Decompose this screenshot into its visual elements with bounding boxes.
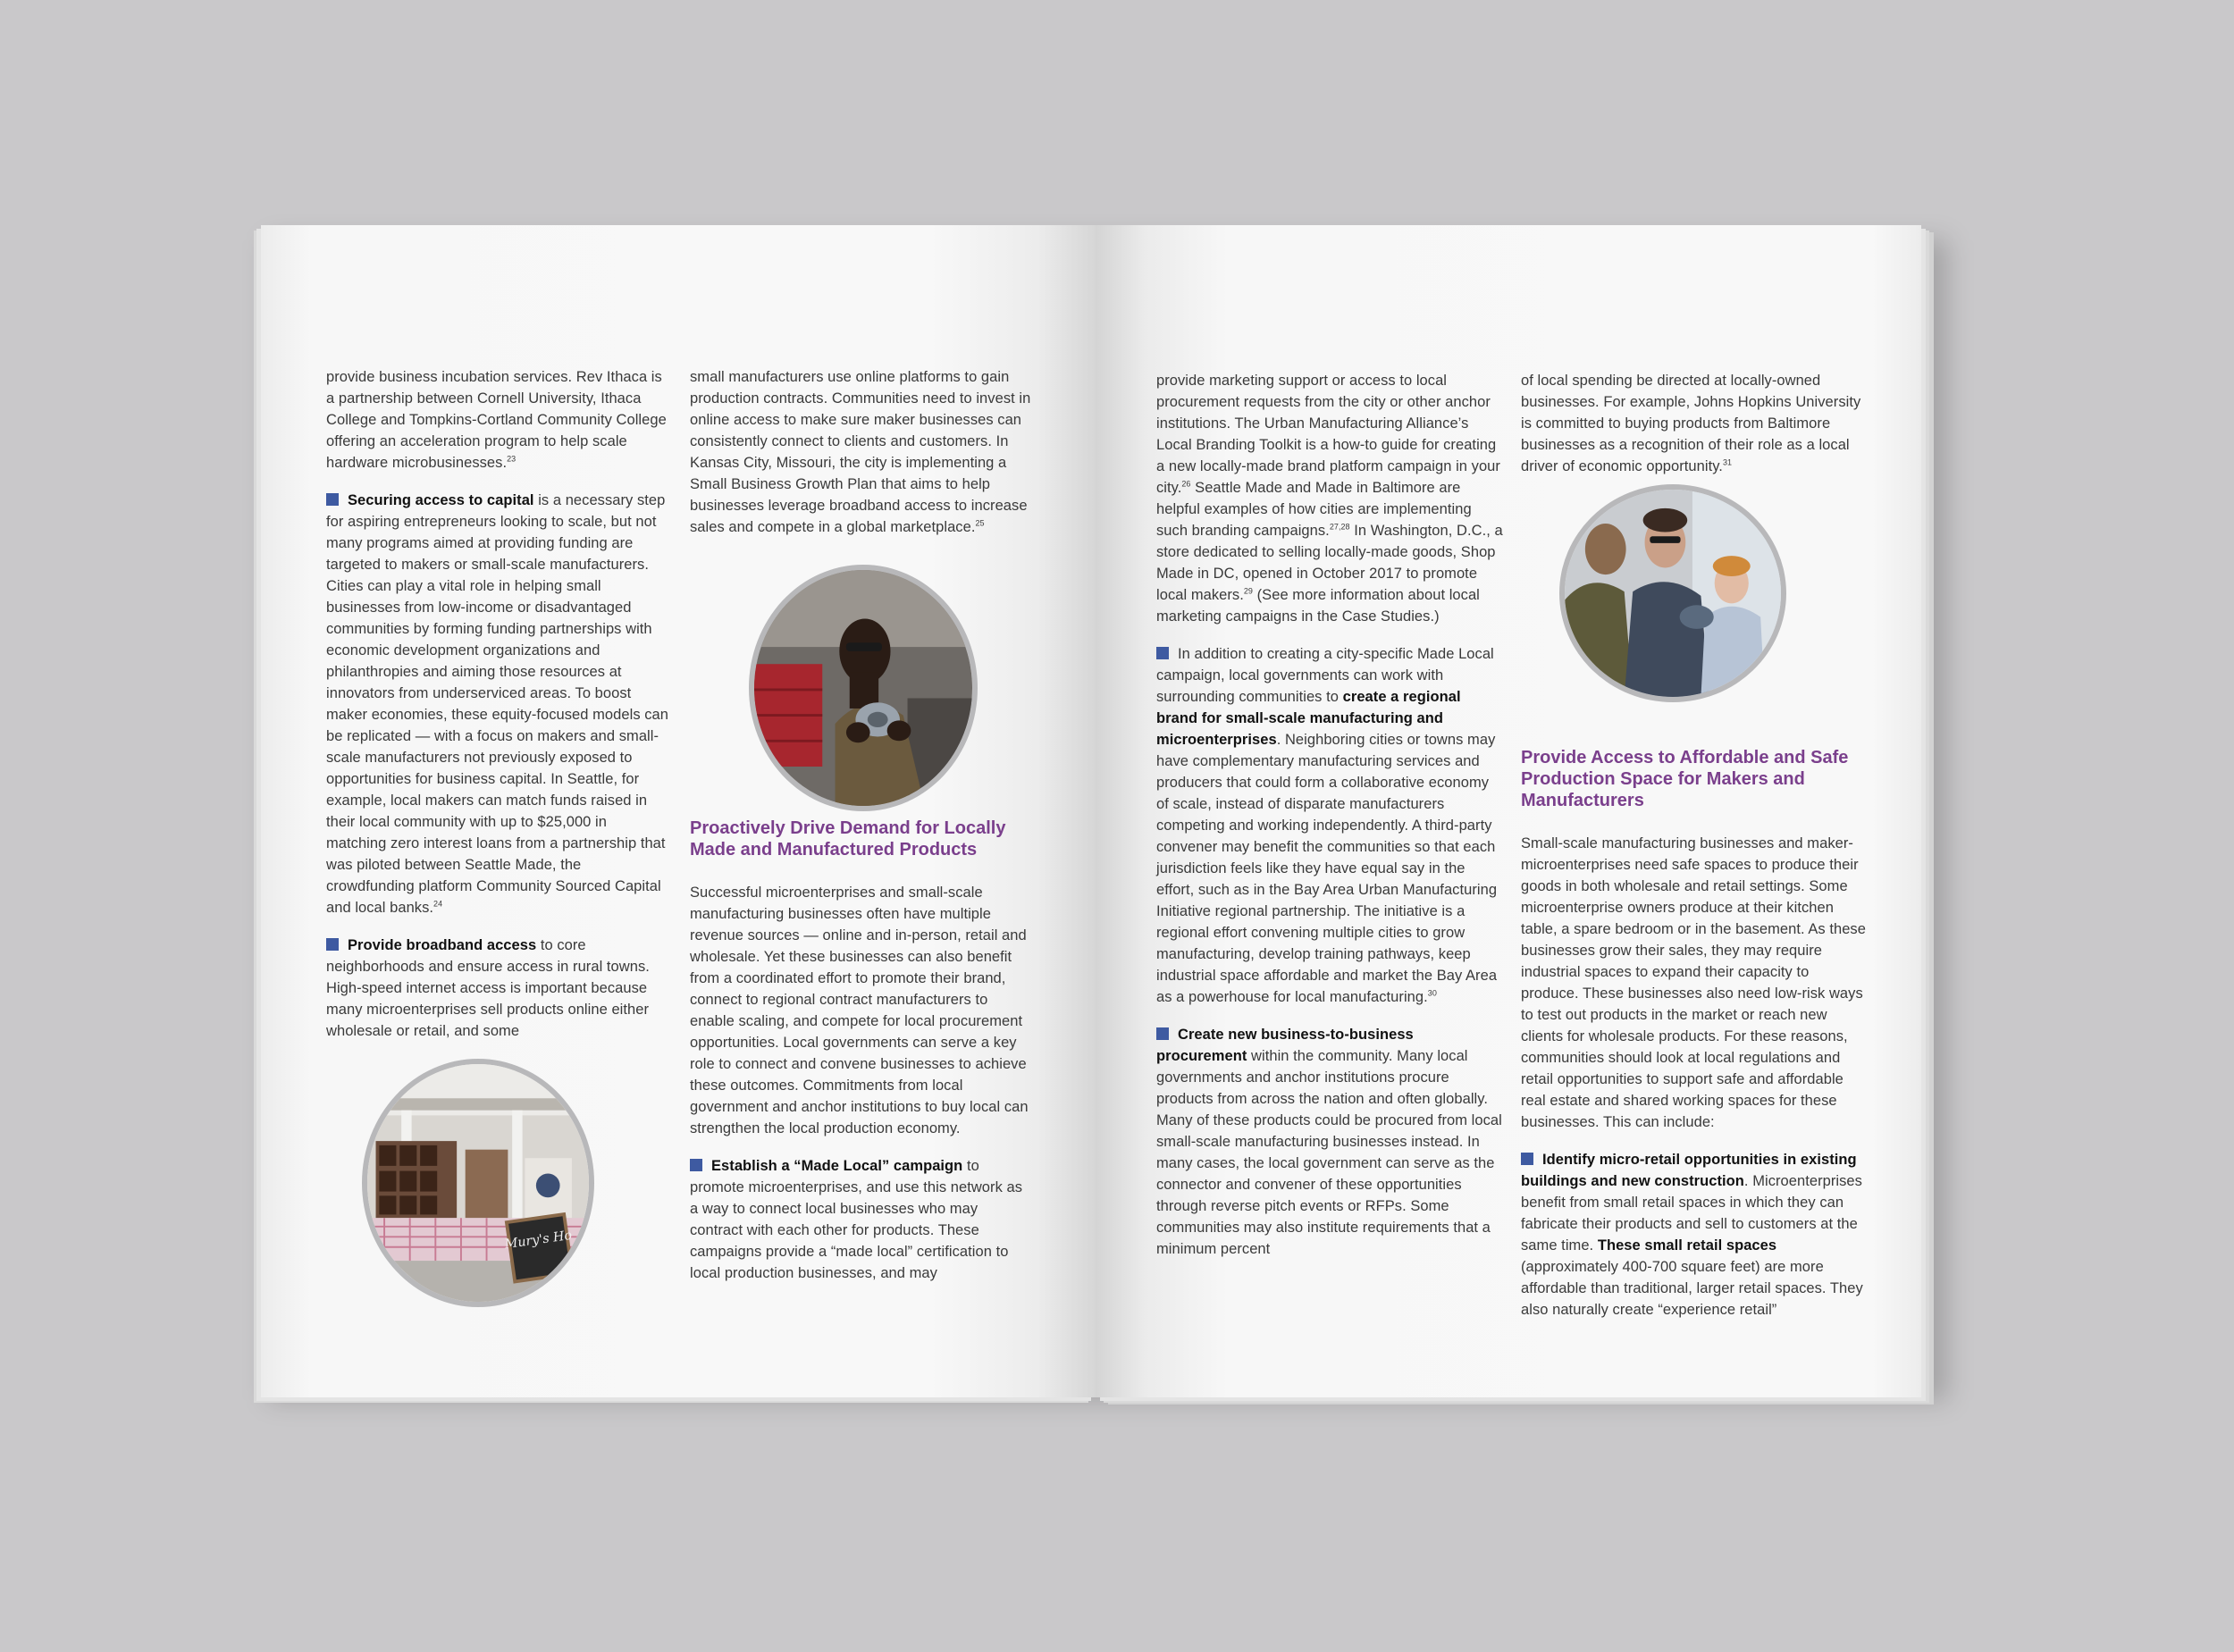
paragraph-marketing-support: provide marketing support or access to local procurement requests from the city or other anchor institutions. The Urban Manufacturing Alliance’s Local Branding Toolkit is a how-to guide for creating a new locally-made brand platform campaign in your city.$^{26}$ Seattle Made and Made in Baltimore are helpful examples of how cities are implementing such branding campaigns.$^{27,28}$ In Washington, D.C., a store dedicated to selling locally-made goods, Shop Made in DC, opened in October 2017 to promote local makers.$^{29}$ (See more information about local marketing campaigns in the Case Studies.) bbox=[1156, 373, 1503, 625]
maker-illustration bbox=[754, 570, 972, 806]
bullet-square-icon bbox=[690, 1159, 702, 1171]
paragraph-incubation: provide business incubation services. Rev Ithaca is a partnership between Cornell University, Ithaca College and Tompkins-Cortland Community College offering an acceleration program to help scale hardware microbusinesses.$^{23}$ bbox=[326, 369, 667, 471]
footnote-ref: 31 bbox=[1722, 457, 1733, 467]
bullet-square-icon bbox=[1521, 1153, 1533, 1165]
footnote-ref: 29 bbox=[1243, 586, 1253, 596]
heading-production-space: Provide Access to Affordable and Safe Production Space for Makers and Manufacturers bbox=[1521, 748, 1849, 810]
left-page bbox=[261, 225, 1096, 1397]
heading-drive-demand: Proactively Drive Demand for Locally Made and Manufactured Products bbox=[690, 818, 1006, 860]
photo-makers-group bbox=[1559, 484, 1786, 702]
paragraph-broadband: Provide broadband access to core neighborhoods and ensure access in rural towns. High-speed internet access is important because many microenterprises sell products online either wholesale or retail, and some bbox=[326, 937, 650, 1039]
makers-group-illustration bbox=[1565, 490, 1781, 697]
paragraph-capital: Securing access to capital is a necessary step for aspiring entrepreneurs looking to scale, but not many programs aimed at providing funding are targeted to makers or small-scale manufacturers. Cities can play a vital role in helping small businesses from low-income or disadvantaged communities by forming funding partnerships with economic development organizations and philanthropies and aiming those resources at innovators from underserviced areas. To boost maker economies, these equity-focused models can be replicated — with a focus on makers and small-scale manufacturers not previously exposed to opportunities for business capital. In Seattle, for example, local makers can match funds raised in their local community with up to $25,000 in matching zero interest loans from a partnership that was piloted between Seattle Made, the crowdfunding platform Community Sourced Capital and local banks.$^{24}$ bbox=[326, 492, 669, 916]
paragraph-revenue-sources: Successful microenterprises and small-scale manufacturing businesses often have multiple revenue sources — online and in-person, retail and wholesale. Yet these businesses can also benefit from a coordinated effort to promote their brand, connect to regional contract manufacturers to enable scaling, and compete for local procurement opportunities. Local governments can serve a key role to connect and convene businesses to achieve these outcomes. Commitments from local government and anchor institutions to buy local can strengthen the local production economy. bbox=[690, 885, 1029, 1136]
footnote-ref: 27,28 bbox=[1329, 522, 1350, 532]
paragraph-local-spending: of local spending be directed at locally-owned businesses. For example, Johns Hopkins University is committed to buying products from Baltimore businesses as a recognition of their role as a local driver of economic opportunity.$^{31}$ bbox=[1521, 373, 1861, 474]
paragraph-micro-retail: Identify micro-retail opportunities in existing buildings and new construction. Microenterprises benefit from small retail spaces in which they can fabricate their products and sell to customers at the same time. These small retail spaces (approximately 400-700 square feet) are more affordable than traditional, larger retail spaces. They also naturally create “experience retail” bbox=[1521, 1152, 1863, 1318]
paragraph-made-local: Establish a “Made Local” campaign to promote microenterprises, and use this network as a way to connect local businesses who may contract with each other for products. These campaigns provide a “made local” certification to local production businesses, and may bbox=[690, 1158, 1023, 1281]
bullet-square-icon bbox=[326, 493, 339, 506]
footnote-ref: 23 bbox=[507, 454, 517, 464]
chalkboard-sign-text: Mury's Ho bbox=[503, 1228, 574, 1253]
footnote-ref: 30 bbox=[1427, 988, 1437, 998]
footnote-ref: 24 bbox=[433, 899, 443, 909]
paragraph-online-platforms: small manufacturers use online platforms to gain production contracts. Communities need to invest in online access to make sure maker businesses can consistently connect to clients and customers. In Kansas City, Missouri, the city is implementing a Small Business Growth Plan that aims to help businesses leverage broadband access to increase sales and compete in a global marketplace.$^{25}$ bbox=[690, 369, 1031, 535]
market-stall-illustration bbox=[367, 1064, 589, 1302]
left-column-2 bbox=[690, 366, 1034, 1300]
bullet-square-icon bbox=[1156, 647, 1169, 659]
paragraph-regional-brand: In addition to creating a city-specific Made Local campaign, local governments can work with surrounding communities to create a regional brand for small-scale manufacturing and microenterprises. Neighboring cities or towns may have complementary manufacturing services and producers that could form a collaborative economy of scale, instead of disparate manufacturers competing and working independently. A third-party convener may benefit the communities so that each jurisdiction feels like they have equal say in the effort, such as in the Bay Area Urban Manufacturing Initiative regional partnership. The initiative is a regional effort convening multiple cities to grow manufacturing, develop training pathways, keep industrial space affordable and market the Bay Area as a powerhouse for local manufacturing.$^{30}$ bbox=[1156, 646, 1498, 1005]
left-column-1 bbox=[326, 366, 670, 1058]
paragraph-safe-spaces: Small-scale manufacturing businesses and maker-microenterprises need safe spaces to produce their goods in both wholesale and retail settings. Some microenterprise owners produce at their kitchen table, a spare bedroom or in the basement. As these businesses grow their sales, they may require industrial spaces to expand their capacity to produce. These businesses also need low-risk ways to test out products in the market or reach new clients for wholesale products. For these reasons, communities should look at local regulations and retail opportunities to support safe and affordable real estate and shared working spaces for these businesses. This can include: bbox=[1521, 835, 1866, 1130]
bullet-square-icon bbox=[326, 938, 339, 951]
chalkboard-sign bbox=[503, 1214, 574, 1281]
right-column-1 bbox=[1156, 370, 1505, 1276]
footnote-ref: 26 bbox=[1181, 479, 1191, 489]
photo-maker-inspecting-part bbox=[749, 565, 978, 811]
right-page bbox=[1096, 225, 1921, 1397]
bullet-square-icon bbox=[1156, 1027, 1169, 1040]
paragraph-b2b-procurement: Create new business-to-business procurement within the community. Many local governments and anchor institutions procure products from across the nation and often globally. Many of these products could be procured from local small-scale manufacturing businesses instead. In many cases, the local government can serve as the connector and convener of these opportunities through reverse pitch events or RFPs. Some communities may also institute requirements that a minimum percent bbox=[1156, 1027, 1502, 1257]
footnote-ref: 25 bbox=[975, 518, 985, 528]
photo-market-stall bbox=[362, 1059, 594, 1307]
